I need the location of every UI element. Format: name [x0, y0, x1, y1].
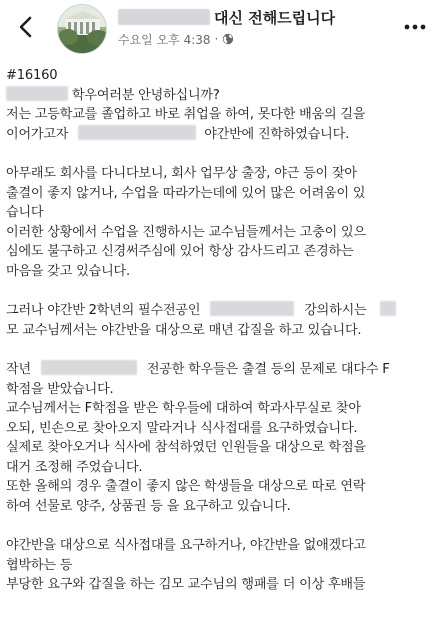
text-line — [6, 301, 436, 321]
page-avatar[interactable] — [57, 4, 107, 54]
text-line: 대거 조정해 주었습니다. — [6, 459, 143, 475]
page-name-row[interactable] — [118, 6, 335, 28]
text-line: 협박하는 등 — [6, 557, 73, 573]
more-dots-icon — [404, 24, 426, 30]
text-line — [6, 125, 436, 145]
text-fragment: 전공한 학우들은 출결 등의 문제로 대다수 F — [146, 361, 390, 377]
greeting-text: 학우여러분 안녕하십니까? — [71, 87, 220, 103]
blurred-school-name — [118, 9, 210, 25]
text-line: 심에도 불구하고 신경써주심에 있어 항상 감사드리고 존경하는 — [6, 244, 354, 260]
text-line: 습니다 — [6, 205, 44, 221]
paragraph-2 — [6, 164, 436, 282]
blurred-department — [41, 360, 137, 375]
paragraph-3 — [6, 301, 436, 340]
text-line: 이러한 상황에서 수업을 진행하시는 교수님들께서는 고충이 있으 — [6, 224, 366, 240]
text-line: 학점을 받았습니다. — [6, 381, 114, 397]
paragraph-1 — [6, 105, 436, 144]
paragraph-5 — [6, 536, 436, 595]
globe-icon — [222, 33, 234, 45]
post-body — [6, 66, 436, 595]
greeting-line — [6, 86, 436, 106]
text-line: 하여 선물로 양주, 상품권 등 을 요구하고 있습니다. — [6, 499, 291, 515]
blurred-department — [78, 125, 196, 140]
text-line: 또한 올해의 경우 출결이 좋지 않은 학생들을 대상으로 따로 연락 — [6, 479, 366, 495]
post-timestamp[interactable]: 수요일 오후 4:38 — [118, 32, 211, 47]
back-button[interactable] — [8, 9, 44, 45]
text-line: 실제로 찾아오거나 식사에 참석하였던 인원들을 대상으로 학점을 — [6, 440, 366, 456]
text-fragment: 강의하시는 — [304, 303, 367, 319]
text-line: 야간반을 대상으로 식사접대를 요구하거나, 야간반을 없애겠다고 — [6, 538, 366, 554]
paragraph-4 — [6, 360, 436, 517]
text-line: 마음을 갖고 있습니다. — [6, 263, 130, 279]
text-line: 오되, 빈손으로 찾아오지 말라거나 식사접대를 요구하였습니다. — [6, 420, 358, 436]
text-fragment: 그러나 야간반 2학년의 필수전공인 — [6, 303, 201, 319]
post-tag[interactable]: #16160 — [6, 68, 58, 83]
meta-separator: · — [214, 32, 219, 46]
text-line: 부당한 요구와 갑질을 하는 김모 교수님의 행패를 더 이상 후배들 — [6, 577, 366, 593]
blurred-course-name — [210, 301, 294, 316]
text-line: 저는 고등학교를 졸업하고 바로 취업을 하여, 못다한 배움의 길을 — [6, 107, 366, 123]
text-fragment: 이어가고자 — [6, 126, 69, 142]
text-fragment: 작년 — [6, 361, 31, 377]
text-fragment: 야간반에 진학하였습니다. — [204, 126, 350, 142]
text-line: 교수님께서는 F학점을 받은 학우들에 대하여 학과사무실로 찾아 — [6, 401, 361, 417]
blurred-department — [6, 86, 68, 101]
more-options-button[interactable] — [400, 14, 430, 40]
text-line: 아무래도 회사를 다니다보니, 회사 업무상 출장, 야근 등이 잦아 — [6, 165, 357, 181]
text-line: 출결이 좋지 않거나, 수업을 따라가는데에 있어 많은 어려움이 있 — [6, 185, 366, 201]
post-meta — [118, 30, 234, 48]
back-arrow-icon — [15, 16, 37, 38]
blurred-name — [380, 301, 396, 316]
text-line — [6, 360, 436, 380]
page-name[interactable]: 대신 전해드립니다 — [214, 8, 336, 27]
post-header — [0, 0, 440, 58]
text-line: 모 교수님께서는 야간반을 대상으로 매년 갑질을 하고 있습니다. — [6, 322, 362, 338]
